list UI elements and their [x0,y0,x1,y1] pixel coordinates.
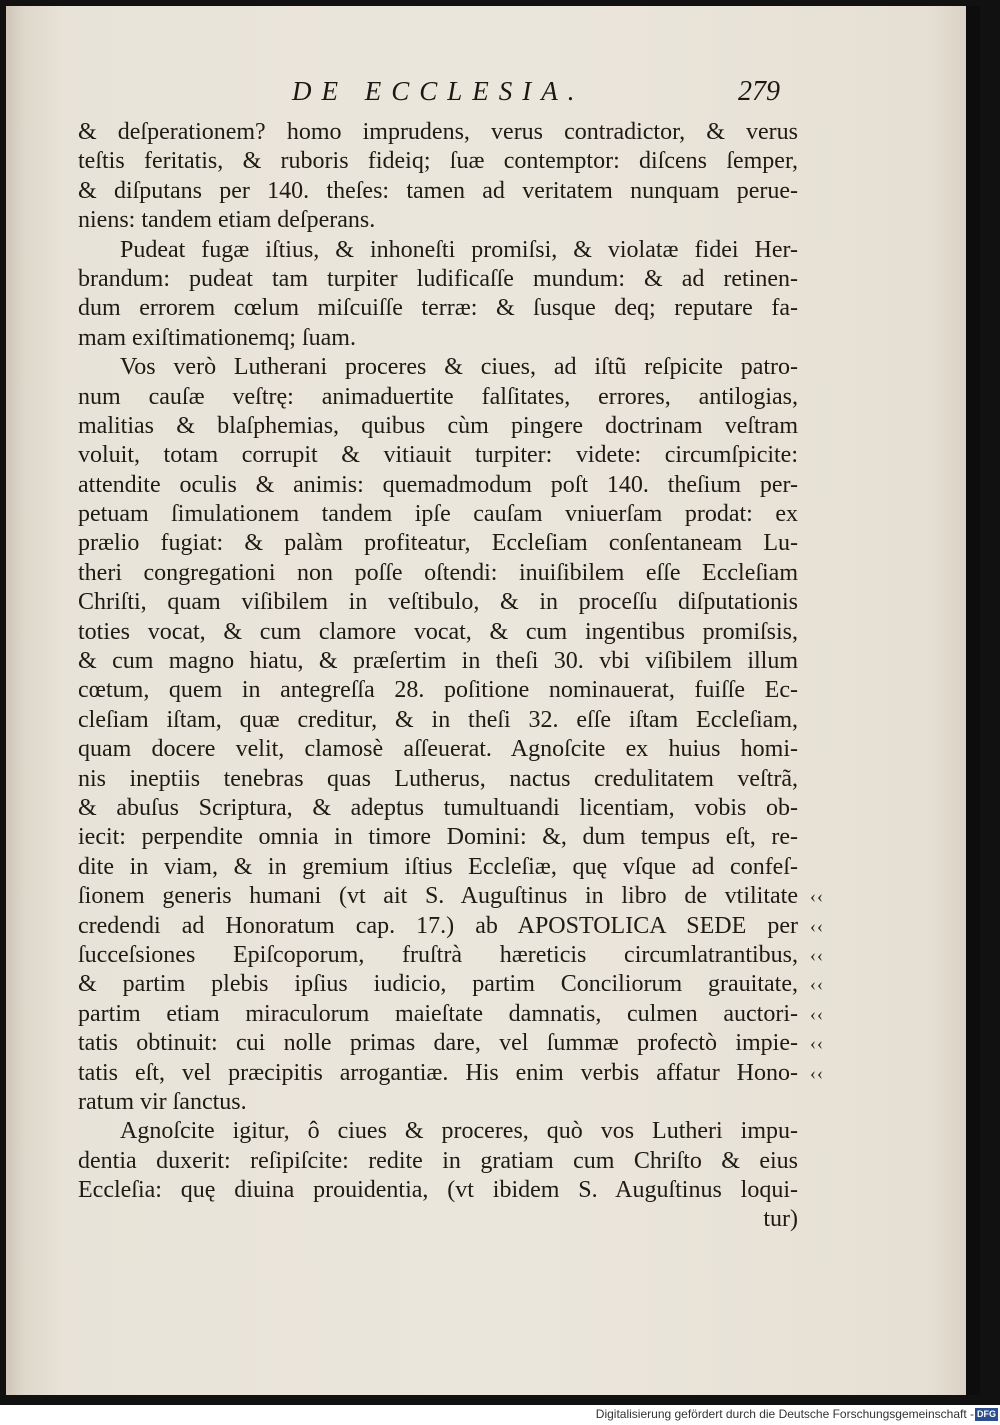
footer [0,1405,1000,1425]
text-line: Vos verò Lutherani proceres & ciues, ad iſtũ reſpicite patro- [120,354,798,381]
text-line: & deſperationem? homo imprudens, verus contradictor, & verus [78,119,798,145]
text-line: tur) [763,1206,798,1233]
text-line: attendite oculis & animis: quemadmodum poſt 140. theſium per- [78,471,798,498]
text-line: cœtum, quem in antegreſſa 28. poſitione nominauerat, fuiſſe Ec- [78,677,798,704]
text-line: & diſputans per 140. theſes: tamen ad veritatem nunquam perue- [78,177,798,204]
text-line [78,882,824,911]
text-line [78,941,824,970]
text-line-content: partim etiam miraculorum maieſtate damnatis, culmen auctori- [78,1000,798,1027]
text-line: ratum vir ſanctus. [78,1088,247,1115]
text-line [78,970,824,999]
quote-mark: ‹‹ [810,1003,824,1024]
quote-mark: ‹‹ [810,944,824,965]
quote-mark: ‹‹ [810,1033,824,1054]
text-line: petuam ſimulationem tandem ipſe cauſam vniuerſam prodat: ex [78,501,798,528]
text-line: malitias & blaſphemias, quibus cùm pingere doctrinam veſtram [78,412,798,439]
text-line-content: ſucceſsiones Epiſcoporum, fruſtrà hæreticis circumlatrantibus, [78,941,798,968]
text-line: teſtis feritatis, & ruboris fideiq; ſuæ contemptor: diſcens ſemper, [78,148,798,175]
text-line-content: ſionem generis humani (vt ait S. Auguſtinus in libro de vtilitate [78,883,798,910]
dfg-logo: DFG [977,1409,996,1419]
text-line: num cauſæ veſtrę: animaduertite falſitates, errores, antilogias, [78,383,798,410]
text-line: niens: tandem etiam deſperans. [78,207,376,234]
text-block [78,118,824,1235]
text-line: iecit: perpendite omnia in timore Domini: &, dum tempus eſt, re- [78,824,798,851]
text-line: nis ineptiis tenebras quas Lutherus, nactus credulitatem veſtrã, [78,765,798,792]
text-line: & cum magno hiatu, & præſertim in theſi 30. vbi viſibilem illum [78,648,798,675]
text-line: quam docere velit, clamosè aſſeuerat. Agnoſcite ex huius homi- [78,736,798,763]
text-line: brandum: pudeat tam turpiter ludificaſſe mundum: & ad retinen- [78,265,798,292]
text-line: dite in viam, & in gremium iſtius Eccleſiæ, quę vſque ad confeſ- [78,853,798,880]
text-line [78,1029,824,1058]
text-line: mam exiſtimationemq; ſuam. [78,324,356,351]
quote-mark: ‹‹ [810,886,824,907]
text-line [78,1059,824,1088]
text-line: Agnoſcite igitur, ô ciues & proceres, quò vos Lutheri impu- [120,1118,798,1145]
text-line: prælio fugiat: & palàm profiteatur, Eccleſiam conſentaneam Lu- [78,530,798,557]
text-line: Pudeat fugæ iſtius, & inhoneſti promiſsi, & violatæ fidei Her- [120,236,798,263]
text-line: Eccleſia: quę diuina prouidentia, (vt ibidem S. Auguſtinus loqui- [78,1177,798,1204]
running-title: DE ECCLESIA. [292,76,585,106]
text-line-content: tatis obtinuit: cui nolle primas dare, vel ſummæ profectò impie- [78,1030,798,1057]
text-line: & abuſus Scriptura, & adeptus tumultuandi licentiam, vobis ob- [78,794,798,821]
text-line [78,1000,824,1029]
text-line: dum errorem cœlum miſcuiſſe terræ: & ſusque deq; reputare fa- [78,295,798,322]
text-line-content: & partim plebis ipſius iudicio, partim Conciliorum grauitate, [78,971,798,998]
text-line-content: tatis eſt, vel præcipitis arrogantiæ. His enim verbis affatur Hono- [78,1059,798,1086]
quote-mark: ‹‹ [810,974,824,995]
text-line: voluit, totam corrupit & vitiauit turpiter: videte: circumſpicite: [78,442,798,469]
running-head [0,76,1000,116]
quote-mark: ‹‹ [810,1062,824,1083]
page-number: 279 [738,76,780,107]
text-line: theri congregationi non poſſe oſtendi: inuiſibilem eſſe Eccleſiam [78,559,798,586]
text-line: dentia duxerit: reſipiſcite: redite in gratiam cum Chriſto & eius [78,1147,798,1174]
text-line: toties vocat, & cum clamore vocat, & cum ingentibus promiſsis, [78,618,798,645]
text-line: cleſiam iſtam, quæ creditur, & in theſi 32. eſſe iſtam Eccleſiam, [78,706,798,733]
text-line: Chriſti, quam viſibilem in veſtibulo, & in proceſſu diſputationis [78,589,798,616]
quote-mark: ‹‹ [810,915,824,936]
footer-credit: Digitalisierung gefördert durch die Deutsche Forschungsgemeinschaft - [595,1407,974,1421]
text-line [78,912,824,941]
text-line-content: credendi ad Honoratum cap. 17.) ab APOSTOLICA SEDE per [78,912,798,939]
